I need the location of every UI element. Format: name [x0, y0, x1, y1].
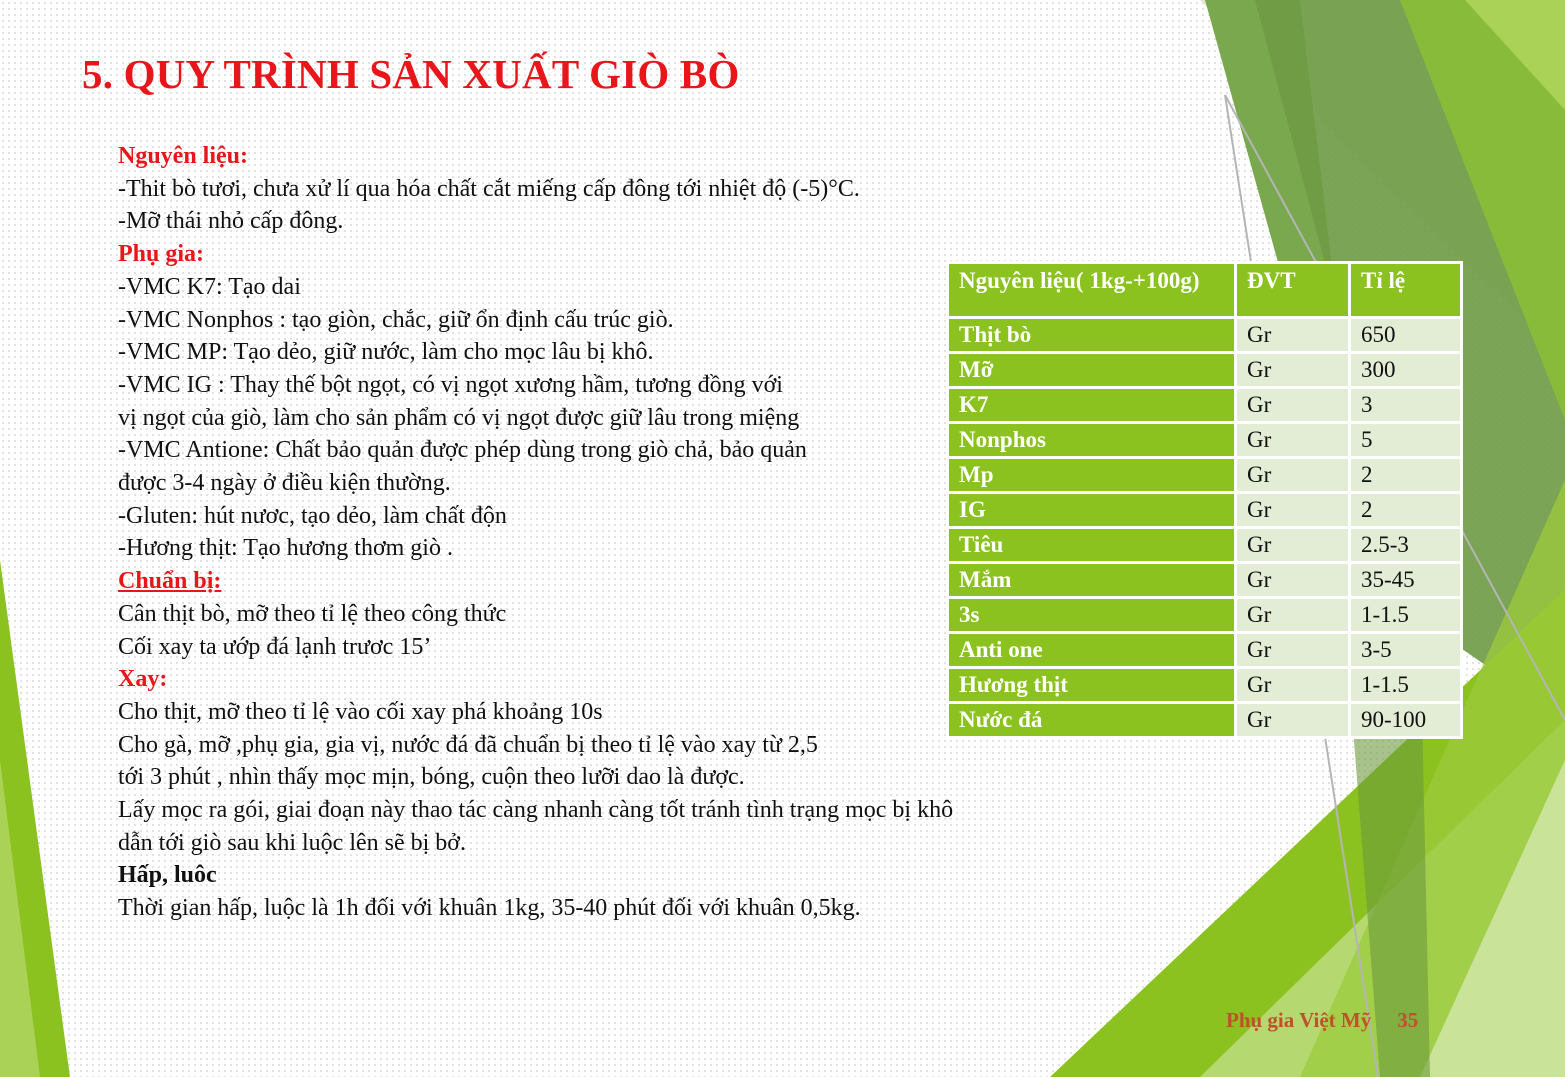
ingredient-name: Anti one [948, 633, 1236, 668]
ingredient-ratio: 35-45 [1350, 563, 1462, 598]
ingredient-name: Mắm [948, 563, 1236, 598]
ingredient-name: 3s [948, 598, 1236, 633]
ingredient-ratio: 300 [1350, 353, 1462, 388]
table-header-row [948, 263, 1462, 318]
ingredient-table [946, 261, 1463, 739]
ingredient-unit: Gr [1236, 528, 1350, 563]
text-line: Lấy mọc ra gói, giai đoạn này thao tác càng nhanh càng tốt tránh tình trạng mọc bị khô [118, 797, 954, 824]
text-line: -VMC Antione: Chất bảo quản được phép dùng trong giò chả, bảo quản [118, 437, 807, 464]
table-row [948, 633, 1462, 668]
table-row [948, 703, 1462, 738]
ingredient-unit: Gr [1236, 388, 1350, 423]
table-row [948, 528, 1462, 563]
section-heading-hap-luoc: Hấp, luôc [118, 862, 217, 889]
section-heading-chuan-bi: Chuẩn bị: [118, 568, 222, 595]
footer-brand: Phụ gia Việt Mỹ [1226, 1008, 1372, 1032]
text-line: được 3-4 ngày ở điều kiện thường. [118, 470, 451, 497]
text-line: -Mỡ thái nhỏ cấp đông. [118, 208, 344, 235]
table-row [948, 388, 1462, 423]
text-line: -VMC Nonphos : tạo giòn, chắc, giữ ổn định cấu trúc giò. [118, 306, 674, 333]
table-row [948, 598, 1462, 633]
text-line: -Gluten: hút nươc, tạo dẻo, làm chất độn [118, 502, 507, 529]
table-row [948, 353, 1462, 388]
header-unit: ĐVT [1236, 263, 1350, 318]
ingredient-unit: Gr [1236, 598, 1350, 633]
ingredient-name: K7 [948, 388, 1236, 423]
ingredient-unit: Gr [1236, 493, 1350, 528]
table-row [948, 493, 1462, 528]
table-row [948, 563, 1462, 598]
ingredient-unit: Gr [1236, 668, 1350, 703]
ingredient-name: Mỡ [948, 353, 1236, 388]
ingredient-unit: Gr [1236, 353, 1350, 388]
table-row [948, 318, 1462, 353]
ingredient-name: Nonphos [948, 423, 1236, 458]
ingredient-name: IG [948, 493, 1236, 528]
section-heading-nguyen-lieu: Nguyên liệu: [118, 143, 249, 169]
table-row [948, 458, 1462, 493]
ingredient-ratio: 2.5-3 [1350, 528, 1462, 563]
section-heading-phu-gia: Phụ gia: [118, 241, 205, 268]
ingredient-unit: Gr [1236, 633, 1350, 668]
text-line: tới 3 phút , nhìn thấy mọc mịn, bóng, cuộn theo lưỡi dao là được. [118, 764, 745, 791]
ingredient-ratio: 2 [1350, 493, 1462, 528]
ingredient-ratio: 1-1.5 [1350, 598, 1462, 633]
ingredient-ratio: 3-5 [1350, 633, 1462, 668]
text-line: Thời gian hấp, luộc là 1h đối với khuân 1kg, 35-40 phút đối với khuân 0,5kg. [118, 895, 861, 922]
ingredient-name: Nước đá [948, 703, 1236, 738]
ingredient-unit: Gr [1236, 703, 1350, 738]
header-ingredient: Nguyên liệu( 1kg-+100g) [948, 263, 1236, 318]
text-line: -VMC MP: Tạo dẻo, giữ nước, làm cho mọc lâu bị khô. [118, 339, 654, 366]
text-line: -Hương thịt: Tạo hương thơm giò . [118, 535, 453, 562]
ingredient-name: Tiêu [948, 528, 1236, 563]
ingredient-unit: Gr [1236, 563, 1350, 598]
text-line: Cho gà, mỡ ,phụ gia, gia vị, nước đá đã chuẩn bị theo tỉ lệ vào xay từ 2,5 [118, 731, 818, 758]
text-line: Cối xay ta ướp đá lạnh trươc 15’ [118, 633, 432, 660]
ingredient-ratio: 5 [1350, 423, 1462, 458]
header-ratio: Tỉ lệ [1350, 263, 1462, 318]
ingredient-ratio: 3 [1350, 388, 1462, 423]
text-line: -VMC K7: Tạo dai [118, 273, 301, 300]
ingredient-ratio: 2 [1350, 458, 1462, 493]
ingredient-ratio: 1-1.5 [1350, 668, 1462, 703]
ingredient-unit: Gr [1236, 318, 1350, 353]
page-number: 35 [1397, 1008, 1419, 1032]
text-line: -Thit bò tươi, chưa xử lí qua hóa chất cắt miếng cấp đông tới nhiệt độ (-5)°C. [118, 175, 860, 202]
section-heading-xay: Xay: [118, 666, 168, 693]
ingredient-name: Hương thịt [948, 668, 1236, 703]
slide-title: 5. QUY TRÌNH SẢN XUẤT GIÒ BÒ [82, 51, 740, 97]
ingredient-name: Thịt bò [948, 318, 1236, 353]
table-row [948, 668, 1462, 703]
ingredient-ratio: 650 [1350, 318, 1462, 353]
table-row [948, 423, 1462, 458]
text-line: -VMC IG : Thay thế bột ngọt, có vị ngọt xương hầm, tương đồng với [118, 371, 783, 398]
text-line: Cân thịt bò, mỡ theo tỉ lệ theo công thức [118, 600, 507, 627]
text-line: Cho thịt, mỡ theo tỉ lệ vào cối xay phá khoảng 10s [118, 698, 603, 725]
slide-footer [1226, 1008, 1418, 1033]
text-line: vị ngọt của giò, làm cho sản phẩm có vị ngọt được giữ lâu trong miệng [118, 404, 800, 431]
ingredient-unit: Gr [1236, 423, 1350, 458]
text-line: dẫn tới giò sau khi luộc lên sẽ bị bở. [118, 829, 466, 856]
ingredient-ratio: 90-100 [1350, 703, 1462, 738]
ingredient-unit: Gr [1236, 458, 1350, 493]
ingredient-name: Mp [948, 458, 1236, 493]
